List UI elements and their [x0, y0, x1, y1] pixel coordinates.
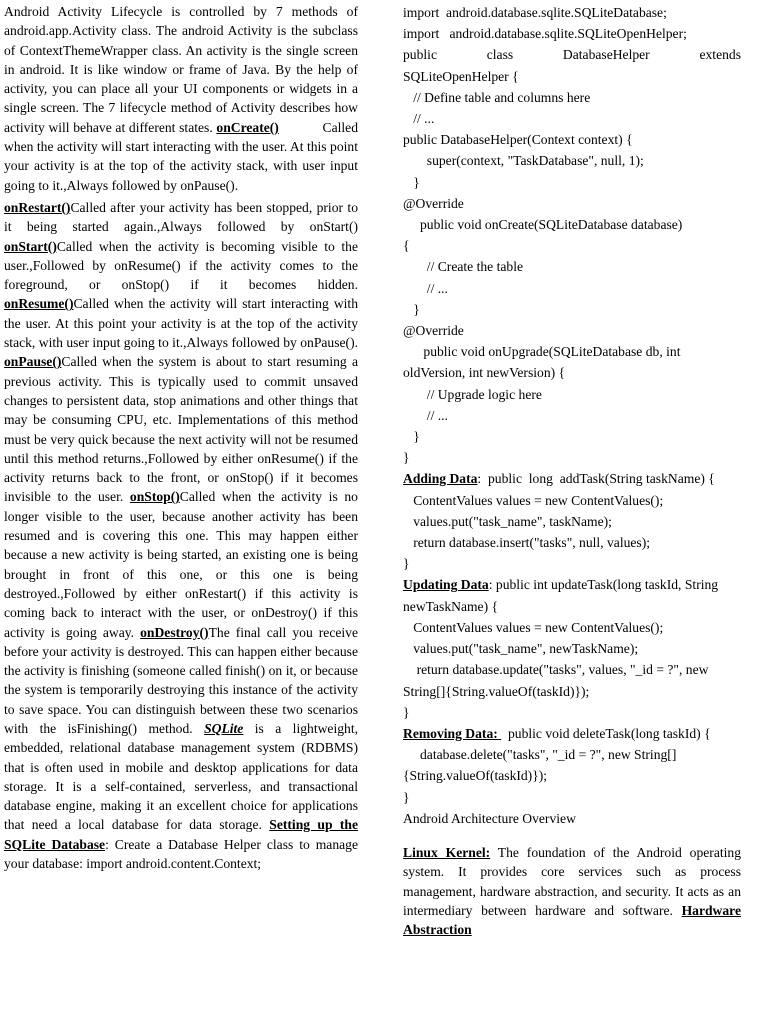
code-line: } — [403, 556, 410, 572]
sqlite-heading: SQLite — [204, 720, 244, 736]
code-line: ContentValues values = new ContentValues(); — [403, 492, 664, 508]
code-line: return database.insert("tasks", null, values); — [403, 535, 651, 551]
onpause-heading: onPause() — [4, 354, 62, 370]
linux-kernel-heading: Linux Kernel: — [403, 844, 491, 860]
adding-data-signature: Adding Data: public long addTask(String taskName) { — [403, 471, 715, 487]
code-line: public void onCreate(SQLiteDatabase database) — [403, 217, 683, 233]
code-line: // Define table and columns here — [403, 89, 591, 105]
code-line: // ... — [403, 407, 448, 423]
code-line: import android.database.sqlite.SQLiteDatabase; — [403, 5, 667, 20]
code-line: } — [403, 301, 420, 317]
updating-data-heading: Updating Data — [403, 577, 489, 593]
code-line: @Override — [403, 323, 464, 339]
code-line: values.put("task_name", newTaskName); — [403, 641, 639, 657]
code-line: // Create the table — [403, 259, 524, 275]
code-line: ContentValues values = new ContentValues(); — [403, 619, 664, 635]
code-line: super(context, "TaskDatabase", null, 1); — [403, 153, 644, 169]
lifecycle-paragraph: onRestart()Called after your activity has been stopped, prior to it being started again.,Always followed by onStart() onStart()Called when the activity is becoming visible to the user.,Followed by onResume() if the activity comes to the foreground, or onStop() if it becomes hidden. onResume()Called when the activity will start interacting with the user. At this point your activity is at the top of the activity stack, with user input going to it.,Always followed by onPause(). onPause()Called when the system is about to start resuming a previous activity. This is typically used to commit unsaved changes to persistent data, stop animations and other things that may be consuming CPU, etc. Implementations of this method must be very quick because the next activity will not be resumed until this method returns.,Followed by either onResume() if the activity returns back to the front, or onStop() if it becomes invisible to the user. onStop()Called when the activity is no longer visible to the user, because another activity has been resumed and is covering this one. This may happen either because a new activity is being started, an existing one is being brought in front of this one, or this one is being destroyed.,Followed by either onRestart() if this activity is coming back to interact with the user, or onDestroy() if this activity is going away. onDestroy()The final call you receive before your activity is destroyed. This can happen either because the activity is finishing (someone called finish() on it, or because the system is temporarily destroying this instance of the activity to save space. You can distinguish between these two scenarios with the isFinishing() method. SQLite is a lightweight, embedded, relational database management system (RDBMS) that is often used in mobile and desktop applications for data storage. It is a self-contained, serverless, and transactional database engine, making it an excellent choice for applications that need a local database for data storage. Setting up the SQLite Database: Create a Database Helper class to manage your database: import android.content.Context; — [4, 199, 359, 872]
right-column — [403, 2, 745, 939]
code-line: } — [403, 789, 410, 805]
intro-paragraph: Android Activity Lifecycle is controlled by 7 methods of android.app.Activity class. The android Activity is the subclass of ContextThemeWrapper class. An activity is the single screen in android. It is like window or frame of Java. By the help of activity, you can place all your UI components or widgets in a single screen. The 7 lifecycle method of Activity describes how activity will behave at different states. onCreate() Called when the activity will start interacting with the user. At this point your activity is at the top of the activity stack, with user input going to it.,Always followed by onPause(). — [4, 4, 359, 193]
linux-kernel-paragraph: Linux Kernel: The foundation of the Android operating system. It provides core services such as process management, hardware abstraction, and security. It acts as an intermediary between hardware and software. Hardware Abstraction — [403, 844, 741, 938]
code-line: @Override — [403, 195, 464, 211]
ondestroy-heading: onDestroy() — [140, 624, 209, 640]
setup-heading: Setting up the SQLite Database — [4, 817, 358, 852]
onstart-heading: onStart() — [4, 238, 57, 254]
spacer — [403, 829, 741, 843]
onstop-heading: onStop() — [129, 489, 180, 505]
code-line: public DatabaseHelper(Context context) { — [403, 132, 633, 148]
updating-data-signature: Updating Data: public int updateTask(long taskId, String newTaskName) { — [403, 577, 722, 614]
delete-line: database.delete("tasks", "_id = ?", new String[]{String.valueOf(taskId)}); — [403, 747, 677, 784]
code-line: // ... — [403, 111, 435, 127]
code-line: } — [403, 174, 420, 190]
code-line: } — [403, 450, 410, 466]
code-line: } — [403, 429, 420, 445]
adding-data-heading: Adding Data — [403, 471, 478, 487]
onresume-heading: onResume() — [4, 296, 74, 312]
removing-data-signature: Removing Data: public void deleteTask(long taskId) { — [403, 725, 711, 741]
oncreate-heading: onCreate() — [216, 119, 279, 135]
onupgrade-line: public void onUpgrade(SQLiteDatabase db, int oldVersion, int newVersion) { — [403, 344, 684, 381]
code-line: // Upgrade logic here — [403, 386, 542, 402]
removing-data-heading: Removing Data: — [403, 725, 502, 741]
code-line: { — [403, 238, 410, 254]
code-line: values.put("task_name", taskName); — [403, 513, 612, 529]
class-declaration: public class DatabaseHelper extends SQLiteOpenHelper { — [403, 47, 745, 84]
left-column — [4, 2, 358, 876]
code-line: // ... — [403, 280, 448, 296]
onrestart-heading: onRestart() — [4, 199, 71, 215]
code-line: import android.database.sqlite.SQLiteOpenHelper; — [403, 26, 687, 42]
code-line: } — [403, 704, 410, 720]
architecture-title: Android Architecture Overview — [403, 810, 576, 826]
update-return-line: return database.update("tasks", values, "_id = ?", new String[]{String.valueOf(taskId)}); — [403, 662, 712, 699]
hal-heading: Hardware Abstraction — [403, 902, 741, 938]
